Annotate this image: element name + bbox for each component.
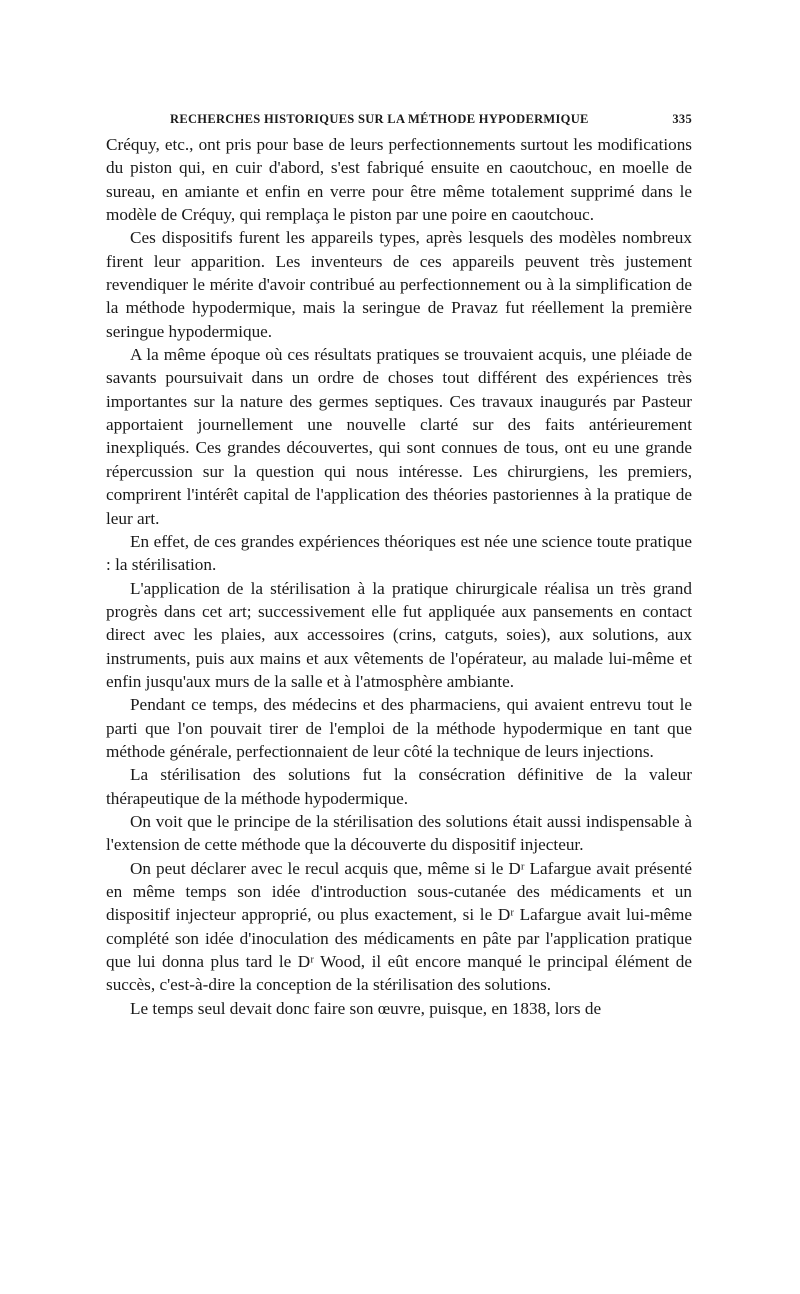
page-number: 335 [672,112,692,126]
running-head [106,112,692,127]
page [106,112,692,1020]
paragraph-6: Pendant ce temps, des médecins et des pharmaciens, qui avaient entrevu tout le parti que l'on pouvait tirer de l'emploi de la méthode hypodermique en tant que méthode générale, perfectionnaient de leur côté la technique de leurs injections. [106,695,692,761]
running-head-title: RECHERCHES HISTORIQUES SUR LA MÉTHODE HYPODERMIQUE [170,112,589,126]
paragraph-9: On peut déclarer avec le recul acquis que, même si le Dʳ Lafargue avait présenté en même temps son idée d'introduction sous-cutanée des médicaments et un dispositif injecteur approprié, ou plus exactement, si le Dʳ Lafargue avait lui-même complété son idée d'inoculation des médicaments en pâte par l'application pratique que lui donna plus tard le Dʳ Wood, il eût encore manqué le principal élément de succès, c'est-à-dire la conception de la stérilisation des solutions. [106,858,692,995]
paragraph-7: La stérilisation des solutions fut la consécration définitive de la valeur thérapeutique de la méthode hypodermique. [106,765,692,808]
paragraph-3: A la même époque où ces résultats pratiques se trouvaient acquis, une pléiade de savants poursuivait dans un ordre de choses tout différent des expériences très importantes sur la nature des germes septiques. Ces travaux inaugurés par Pasteur apportaient journellement une nouvelle clarté sur des faits antérieurement inexpliqués. Ces grandes découvertes, qui sont connues de tous, ont eu une grande répercussion sur la question qui nous intéresse. Les chirurgiens, les premiers, comprirent l'intérêt capital de l'application des théories pastoriennes à la pratique de leur art. [106,345,692,528]
paragraph-5: L'application de la stérilisation à la pratique chirurgicale réalisa un très grand progrès dans cet art; successivement elle fut appliquée aux pansements en contact direct avec les plaies, aux accessoires (crins, catguts, soies), aux solutions, aux instruments, puis aux mains et aux vêtements de l'opérateur, au malade lui-même et enfin jusqu'aux murs de la salle et à l'atmosphère ambiante. [106,578,692,691]
paragraph-1: Créquy, etc., ont pris pour base de leurs perfectionnements surtout les modifications du piston qui, en cuir d'abord, s'est fabriqué ensuite en caoutchouc, en moelle de sureau, en amiante et enfin en verre pour être même totalement supprimé dans le modèle de Créquy, qui remplaça le piston par une poire en caoutchouc. [106,135,692,225]
paragraph-4: En effet, de ces grandes expériences théoriques est née une science toute pratique : la stérilisation. [106,531,692,575]
paragraph-2: Ces dispositifs furent les appareils types, après lesquels des modèles nombreux firent leur apparition. Les inventeurs de ces appareils peuvent très justement revendiquer le mérite d'avoir contribué au perfectionnement ou à la simplification de la méthode hypodermique, mais la seringue de Pravaz fut réellement la première seringue hypodermique. [106,228,692,341]
paragraph-8: On voit que le principe de la stérilisation des solutions était aussi indispensable à l'extension de cette méthode que la découverte du dispositif injecteur. [106,811,692,855]
paragraph-10: Le temps seul devait donc faire son œuvre, puisque, en 1838, lors de [130,998,602,1018]
body-text [106,133,692,1020]
